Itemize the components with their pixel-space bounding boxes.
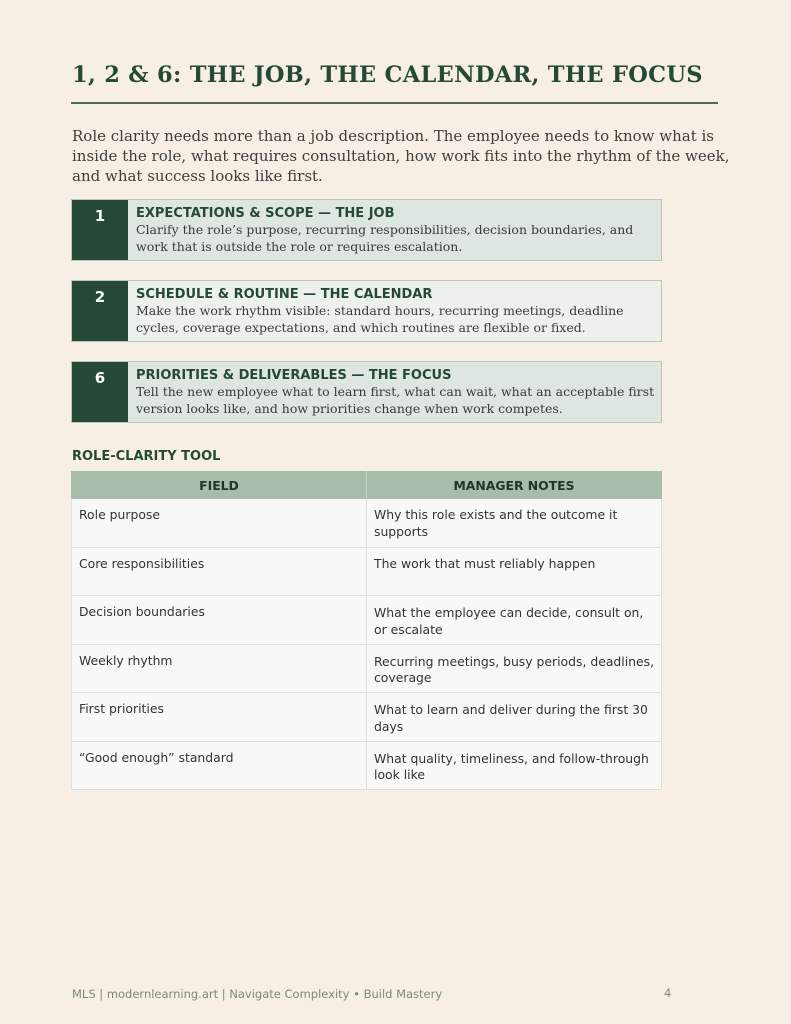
card-description: Tell the new employee what to learn first, what can wait, what an acceptable first version looks like, and how priorities change when work competes.	[136, 384, 655, 416]
table-row	[72, 499, 662, 548]
card-body	[128, 362, 656, 422]
card-body	[128, 281, 656, 341]
field-cell: “Good enough” standard	[72, 741, 367, 790]
card-number: 1	[72, 200, 128, 260]
card-title: EXPECTATIONS & SCOPE — THE JOB	[136, 206, 395, 221]
notes-cell: What the employee can decide, consult on, or escalate	[367, 596, 662, 645]
table-row	[72, 547, 662, 596]
footer-text: MLS | modernlearning.art | Navigate Complexity • Build Mastery	[72, 987, 443, 1001]
intro-paragraph: Role clarity needs more than a job description. The employee needs to know what is inside the role, what requires consultation, how work fits into the rhythm of the week, and what success looks like first.	[72, 127, 730, 185]
field-cell: Decision boundaries	[72, 596, 367, 645]
field-cell: Weekly rhythm	[72, 644, 367, 693]
table-row	[72, 693, 662, 742]
tool-section-title: ROLE-CLARITY TOOL	[72, 449, 221, 464]
card-body	[128, 200, 656, 260]
notes-cell: What quality, timeliness, and follow-through look like	[367, 741, 662, 790]
card-number: 2	[72, 281, 128, 341]
notes-cell: The work that must reliably happen	[367, 547, 662, 596]
table-header-row	[72, 472, 662, 499]
role-clarity-table	[71, 471, 662, 790]
field-cell: First priorities	[72, 693, 367, 742]
title-divider	[71, 102, 718, 104]
field-cell: Role purpose	[72, 499, 367, 548]
field-cell: Core responsibilities	[72, 547, 367, 596]
card-priorities-deliverables	[71, 361, 662, 423]
page-title: 1, 2 & 6: THE JOB, THE CALENDAR, THE FOCUS	[72, 62, 703, 88]
card-number: 6	[72, 362, 128, 422]
card-title: PRIORITIES & DELIVERABLES — THE FOCUS	[136, 368, 452, 383]
table-row	[72, 644, 662, 693]
column-header-field: FIELD	[72, 472, 367, 499]
card-schedule-routine	[71, 280, 662, 342]
notes-cell: Recurring meetings, busy periods, deadlines, coverage	[367, 644, 662, 693]
card-title: SCHEDULE & ROUTINE — THE CALENDAR	[136, 287, 433, 302]
notes-cell: Why this role exists and the outcome it supports	[367, 499, 662, 548]
card-expectations-scope	[71, 199, 662, 261]
table-row	[72, 596, 662, 645]
page-number: 4	[664, 986, 672, 1000]
table-row	[72, 741, 662, 790]
card-description: Clarify the role’s purpose, recurring responsibilities, decision boundaries, and work that is outside the role or requires escalation.	[136, 222, 634, 254]
column-header-manager-notes: MANAGER NOTES	[367, 472, 662, 499]
notes-cell: What to learn and deliver during the first 30 days	[367, 693, 662, 742]
card-description: Make the work rhythm visible: standard hours, recurring meetings, deadline cycles, coverage expectations, and which routines are flexible or fixed.	[136, 303, 624, 335]
